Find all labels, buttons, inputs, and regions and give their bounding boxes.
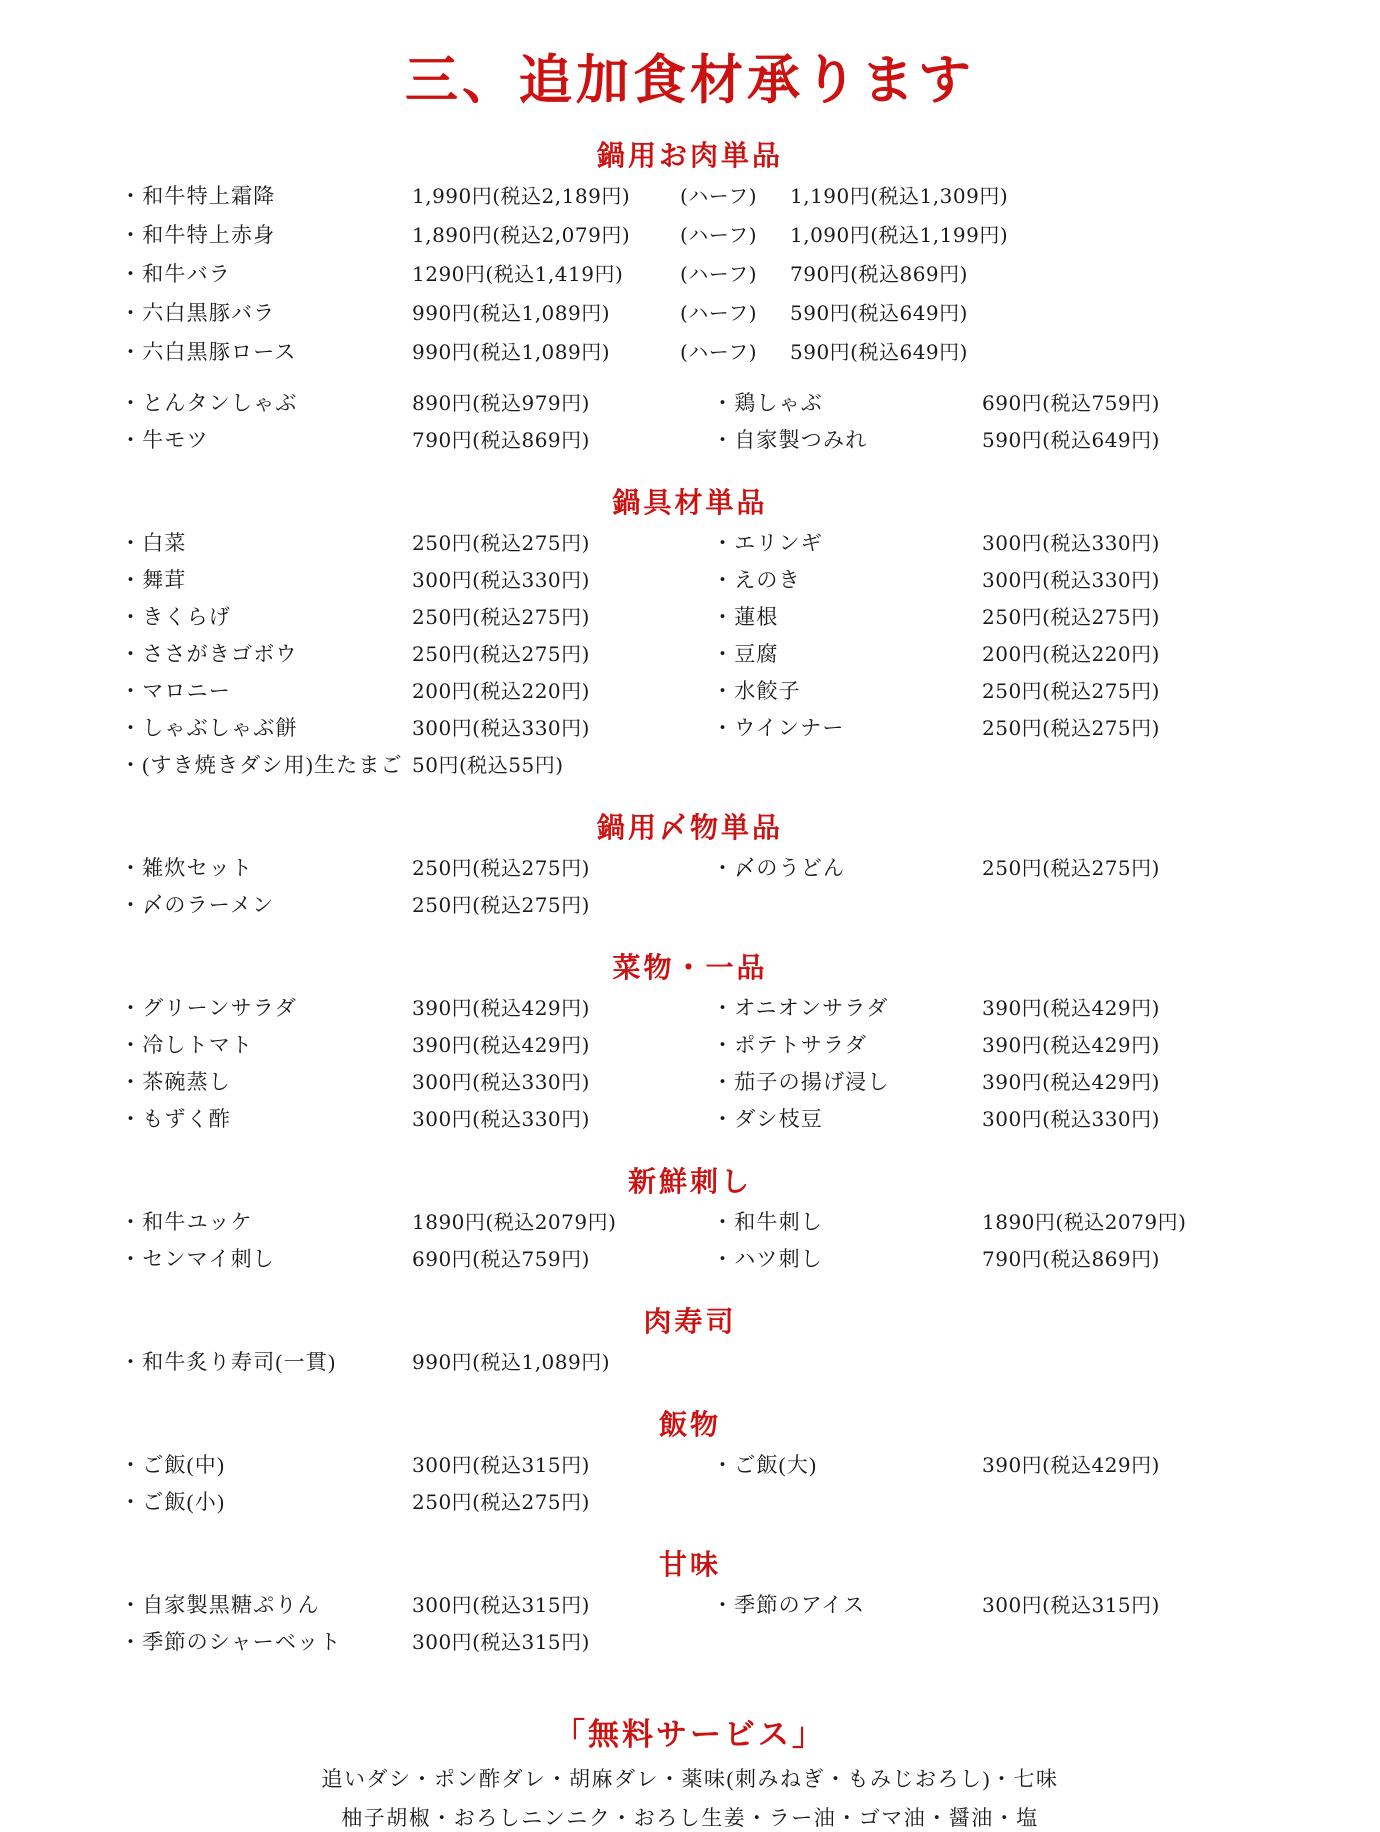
item-price: 200円(税込220円) bbox=[982, 642, 1160, 666]
half-portion-label: (ハーフ) bbox=[680, 340, 758, 364]
item-price: 1890円(税込2079円) bbox=[982, 1210, 1187, 1234]
section-rows bbox=[120, 1589, 1260, 1663]
section-rows bbox=[120, 1206, 1260, 1280]
menu-entry bbox=[120, 1243, 690, 1273]
item-price: 50円(税込55円) bbox=[412, 753, 564, 777]
item-price: 1,990円(税込2,189円) bbox=[412, 184, 631, 208]
menu-entry bbox=[690, 601, 1260, 631]
item-price: 990円(税込1,089円) bbox=[412, 340, 611, 364]
item-price: 300円(税込315円) bbox=[412, 1453, 590, 1477]
section-heading: 鍋用お肉単品 bbox=[596, 139, 783, 172]
item-price: 300円(税込315円) bbox=[412, 1593, 590, 1617]
section-heading: 菜物・一品 bbox=[612, 951, 768, 984]
item-name: ・自家製つみれ bbox=[712, 428, 868, 452]
item-name: ・蓮根 bbox=[712, 605, 779, 629]
section-spacer bbox=[120, 786, 1260, 806]
item-price: 590円(税込649円) bbox=[982, 428, 1160, 452]
item-price: 1290円(税込1,419円) bbox=[412, 262, 624, 286]
item-price: 250円(税込275円) bbox=[982, 856, 1160, 880]
item-price: 390円(税込429円) bbox=[982, 1453, 1160, 1477]
menu-entry bbox=[120, 387, 690, 417]
item-name: ・雑炊セット bbox=[120, 856, 254, 880]
menu-entry bbox=[690, 1449, 1260, 1479]
menu-entry bbox=[120, 1486, 690, 1516]
menu-entry bbox=[690, 992, 1260, 1022]
item-price: 300円(税込330円) bbox=[412, 1070, 590, 1094]
section-heading: 飯物 bbox=[658, 1408, 721, 1441]
menu-row bbox=[120, 564, 1260, 601]
free-service-title: 「無料サービス」 bbox=[554, 1717, 826, 1753]
item-price: 300円(税込315円) bbox=[982, 1593, 1160, 1617]
menu-entry bbox=[690, 1206, 1260, 1236]
item-name: ・鶏しゃぶ bbox=[712, 391, 823, 415]
item-name: ・和牛炙り寿司(一貫) bbox=[120, 1350, 337, 1374]
section-spacer bbox=[120, 1663, 1260, 1683]
free-service-line-2: 柚子胡椒・おろしニンニク・おろし生姜・ラー油・ゴマ油・醤油・塩 bbox=[341, 1806, 1039, 1830]
item-price: 300円(税込330円) bbox=[412, 716, 590, 740]
menu-entry bbox=[690, 424, 1260, 454]
item-price: 390円(税込429円) bbox=[982, 1033, 1160, 1057]
half-portion-price: 1,090円(税込1,199円) bbox=[790, 223, 1009, 247]
menu-entry bbox=[120, 1206, 690, 1236]
item-name: ・ダシ枝豆 bbox=[712, 1107, 823, 1131]
item-price: 250円(税込275円) bbox=[982, 679, 1160, 703]
half-portion-price: 1,190円(税込1,309円) bbox=[790, 184, 1009, 208]
item-price: 390円(税込429円) bbox=[982, 996, 1160, 1020]
half-portion-price: 790円(税込869円) bbox=[790, 262, 968, 286]
item-price: 390円(税込429円) bbox=[412, 996, 590, 1020]
item-name: ・〆のラーメン bbox=[120, 893, 275, 917]
menu-row bbox=[120, 527, 1260, 564]
section-heading: 新鮮刺し bbox=[627, 1165, 752, 1198]
item-price: 990円(税込1,089円) bbox=[412, 1350, 611, 1374]
item-price: 250円(税込275円) bbox=[982, 605, 1160, 629]
menu-row bbox=[120, 1103, 1260, 1140]
menu-row bbox=[120, 601, 1260, 638]
half-portion-label: (ハーフ) bbox=[680, 223, 758, 247]
item-price: 790円(税込869円) bbox=[982, 1247, 1160, 1271]
menu-entry bbox=[690, 527, 1260, 557]
section-heading: 鍋具材単品 bbox=[612, 486, 768, 519]
menu-entry bbox=[690, 1029, 1260, 1059]
menu-row bbox=[120, 889, 1260, 926]
item-name: ・もずく酢 bbox=[120, 1107, 231, 1131]
menu-entry bbox=[120, 1103, 690, 1133]
menu-row bbox=[120, 1589, 1260, 1626]
item-price: 300円(税込330円) bbox=[982, 568, 1160, 592]
item-price: 300円(税込315円) bbox=[412, 1630, 590, 1654]
menu-entry bbox=[690, 387, 1260, 417]
item-price: 390円(税込429円) bbox=[982, 1070, 1160, 1094]
page-title: 三、追加食材承ります bbox=[405, 49, 975, 111]
item-name: ・冷しトマト bbox=[120, 1033, 254, 1057]
menu-entry bbox=[120, 424, 690, 454]
item-name: ・牛モツ bbox=[120, 428, 209, 452]
menu-entry bbox=[120, 1626, 690, 1656]
item-price: 690円(税込759円) bbox=[412, 1247, 590, 1271]
item-name: ・豆腐 bbox=[712, 642, 779, 666]
item-price: 300円(税込330円) bbox=[982, 531, 1160, 555]
menu-entry bbox=[120, 1346, 690, 1376]
menu-row bbox=[120, 1486, 1260, 1523]
menu-row bbox=[120, 712, 1260, 749]
item-price: 300円(税込330円) bbox=[412, 1107, 590, 1131]
section-spacer bbox=[120, 926, 1260, 946]
menu-entry bbox=[690, 564, 1260, 594]
menu-row bbox=[120, 1243, 1260, 1280]
item-price: 990円(税込1,089円) bbox=[412, 301, 611, 325]
menu-entry bbox=[690, 852, 1260, 882]
menu-entry bbox=[120, 1449, 690, 1479]
menu-row bbox=[120, 749, 1260, 786]
item-name: ・きくらげ bbox=[120, 605, 231, 629]
menu-row bbox=[120, 387, 1260, 424]
free-service-line-1: 追いダシ・ポン酢ダレ・胡麻ダレ・薬味(刺みねぎ・もみじおろし)・七味 bbox=[321, 1767, 1059, 1791]
item-price: 200円(税込220円) bbox=[412, 679, 590, 703]
item-name: ・センマイ刺し bbox=[120, 1247, 275, 1271]
item-price: 250円(税込275円) bbox=[412, 856, 590, 880]
section-rows bbox=[120, 527, 1260, 786]
section-rows bbox=[120, 1449, 1260, 1523]
item-price: 1890円(税込2079円) bbox=[412, 1210, 617, 1234]
item-price: 300円(税込330円) bbox=[412, 568, 590, 592]
menu-entry bbox=[690, 1103, 1260, 1133]
menu-entry bbox=[120, 712, 690, 742]
section-spacer bbox=[120, 1383, 1260, 1403]
item-name: ・和牛バラ bbox=[120, 262, 231, 286]
item-name: ・グリーンサラダ bbox=[120, 996, 297, 1020]
item-name: ・しゃぶしゃぶ餅 bbox=[120, 716, 298, 740]
item-name: ・オニオンサラダ bbox=[712, 996, 889, 1020]
item-name: ・季節のアイス bbox=[712, 1593, 866, 1617]
menu-entry bbox=[120, 1589, 690, 1619]
item-price: 890円(税込979円) bbox=[412, 391, 590, 415]
section-spacer bbox=[120, 1523, 1260, 1543]
menu-row bbox=[120, 180, 1260, 219]
item-name: ・ご飯(小) bbox=[120, 1490, 226, 1514]
half-portion-label: (ハーフ) bbox=[680, 262, 758, 286]
item-name: ・茶碗蒸し bbox=[120, 1070, 231, 1094]
menu-entry bbox=[690, 638, 1260, 668]
item-price: 790円(税込869円) bbox=[412, 428, 590, 452]
item-price: 250円(税込275円) bbox=[412, 531, 590, 555]
section-spacer bbox=[120, 461, 1260, 481]
menu-entry bbox=[690, 712, 1260, 742]
section-rows bbox=[120, 1346, 1260, 1383]
section-heading: 甘味 bbox=[658, 1548, 721, 1581]
item-name: ・白菜 bbox=[120, 531, 187, 555]
section-rows bbox=[120, 180, 1260, 461]
menu-row bbox=[120, 1029, 1260, 1066]
menu-row bbox=[120, 1066, 1260, 1103]
item-name: ・〆のうどん bbox=[712, 856, 846, 880]
item-price: 250円(税込275円) bbox=[412, 1490, 590, 1514]
menu-row bbox=[120, 297, 1260, 336]
menu-row bbox=[120, 638, 1260, 675]
item-name: ・自家製黒糖ぷりん bbox=[120, 1593, 320, 1617]
menu-entry bbox=[120, 675, 690, 705]
menu-row bbox=[120, 852, 1260, 889]
item-name: ・舞茸 bbox=[120, 568, 187, 592]
item-price: 250円(税込275円) bbox=[412, 893, 590, 917]
menu-entry bbox=[120, 852, 690, 882]
item-name: ・ウインナー bbox=[712, 716, 845, 740]
menu-row bbox=[120, 1346, 1260, 1383]
section-rows bbox=[120, 852, 1260, 926]
menu-entry bbox=[120, 601, 690, 631]
item-price: 690円(税込759円) bbox=[982, 391, 1160, 415]
item-name: ・マロニー bbox=[120, 679, 231, 703]
item-name: ・和牛刺し bbox=[712, 1210, 823, 1234]
menu-entry bbox=[690, 675, 1260, 705]
menu-entry bbox=[120, 992, 690, 1022]
menu-row bbox=[120, 1449, 1260, 1486]
half-portion-price: 590円(税込649円) bbox=[790, 340, 968, 364]
section-rows bbox=[120, 992, 1260, 1140]
menu-entry bbox=[690, 1589, 1260, 1619]
menu-row bbox=[120, 1626, 1260, 1663]
menu-row bbox=[120, 258, 1260, 297]
menu-entry bbox=[690, 1243, 1260, 1273]
menu-row bbox=[120, 1206, 1260, 1243]
menu-entry bbox=[690, 1066, 1260, 1096]
item-price: 250円(税込275円) bbox=[412, 642, 590, 666]
item-name: ・茄子の揚げ浸し bbox=[712, 1070, 890, 1094]
menu-row bbox=[120, 424, 1260, 461]
item-name: ・とんタンしゃぶ bbox=[120, 391, 298, 415]
section-heading: 肉寿司 bbox=[643, 1305, 737, 1338]
item-price: 250円(税込275円) bbox=[412, 605, 590, 629]
menu-entry bbox=[120, 889, 690, 919]
item-name: ・ご飯(中) bbox=[120, 1453, 226, 1477]
menu-row bbox=[120, 219, 1260, 258]
item-price: 390円(税込429円) bbox=[412, 1033, 590, 1057]
section-spacer bbox=[120, 1140, 1260, 1160]
item-name: ・ポテトサラダ bbox=[712, 1033, 868, 1057]
item-price: 300円(税込330円) bbox=[982, 1107, 1160, 1131]
half-portion-label: (ハーフ) bbox=[680, 301, 758, 325]
half-portion-price: 590円(税込649円) bbox=[790, 301, 968, 325]
item-name: ・六白黒豚バラ bbox=[120, 301, 276, 325]
item-name: ・(すき焼きダシ用)生たまご bbox=[120, 753, 403, 777]
menu-row bbox=[120, 675, 1260, 712]
section-heading: 鍋用〆物単品 bbox=[596, 811, 783, 844]
item-name: ・和牛ユッケ bbox=[120, 1210, 253, 1234]
menu-entry bbox=[120, 1029, 690, 1059]
item-price: 250円(税込275円) bbox=[982, 716, 1160, 740]
item-name: ・和牛特上霜降 bbox=[120, 184, 276, 208]
item-name: ・エリンギ bbox=[712, 531, 823, 555]
menu-entry bbox=[120, 638, 690, 668]
item-name: ・ささがきゴボウ bbox=[120, 642, 298, 666]
menu-entry bbox=[120, 749, 690, 779]
menu-row bbox=[120, 336, 1260, 375]
item-name: ・えのき bbox=[712, 568, 801, 592]
item-name: ・ご飯(大) bbox=[712, 1453, 818, 1477]
half-portion-label: (ハーフ) bbox=[680, 184, 758, 208]
menu-entry bbox=[120, 1066, 690, 1096]
item-name: ・ハツ刺し bbox=[712, 1247, 823, 1271]
menu-row bbox=[120, 992, 1260, 1029]
menu-entry bbox=[120, 564, 690, 594]
item-name: ・六白黒豚ロース bbox=[120, 340, 297, 364]
section-spacer bbox=[120, 1280, 1260, 1300]
item-name: ・季節のシャーベット bbox=[120, 1630, 342, 1654]
menu-sections bbox=[0, 114, 1380, 1683]
menu-entry bbox=[120, 527, 690, 557]
item-name: ・水餃子 bbox=[712, 679, 801, 703]
item-price: 1,890円(税込2,079円) bbox=[412, 223, 631, 247]
item-name: ・和牛特上赤身 bbox=[120, 223, 276, 247]
row-spacer bbox=[120, 375, 1260, 387]
